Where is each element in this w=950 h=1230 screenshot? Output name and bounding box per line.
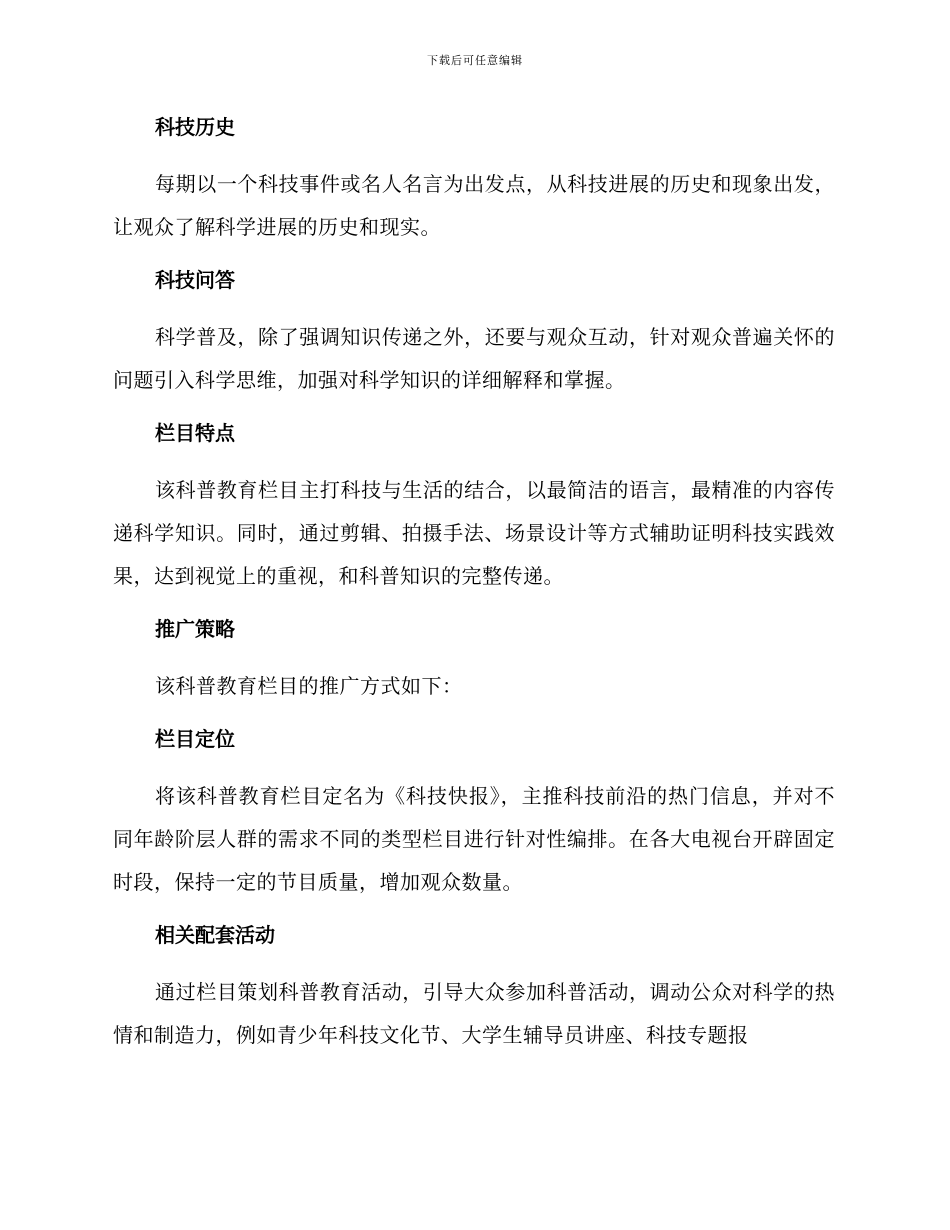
section-paragraph: 每期以一个科技事件或名人名言为出发点，从科技进展的历史和现象出发，让观众了解科学进展的历史和现实。 bbox=[113, 172, 835, 239]
section-program-features bbox=[113, 414, 835, 598]
section-paragraph: 科学普及，除了强调知识传递之外，还要与观众互动，针对观众普遍关怀的问题引入科学思维，加强对科学知识的详细解释和掌握。 bbox=[113, 325, 835, 392]
section-heading: 相关配套活动 bbox=[155, 923, 275, 947]
section-heading: 栏目特点 bbox=[155, 421, 235, 445]
section-promotion-strategy bbox=[113, 610, 835, 708]
section-heading: 推广策略 bbox=[155, 617, 235, 641]
section-heading: 栏目定位 bbox=[155, 727, 235, 751]
section-program-positioning bbox=[113, 720, 835, 904]
section-science-history bbox=[113, 108, 835, 249]
section-paragraph: 将该科普教育栏目定名为《科技快报》，主推科技前沿的热门信息，并对不同年龄阶层人群的需求不同的类型栏目进行针对性编排。在各大电视台开辟固定时段，保持一定的节目质量，增加观众数量。 bbox=[113, 784, 835, 894]
section-heading: 科技历史 bbox=[155, 115, 235, 139]
section-paragraph: 该科普教育栏目主打科技与生活的结合，以最简洁的语言，最精准的内容传递科学知识。同时，通过剪辑、拍摄手法、场景设计等方式辅助证明科技实践效果，达到视觉上的重视，和科普知识的完整传递。 bbox=[113, 478, 835, 588]
section-paragraph: 该科普教育栏目的推广方式如下： bbox=[155, 674, 463, 698]
page-header-note: 下载后可任意编辑 bbox=[427, 54, 523, 67]
section-heading: 科技问答 bbox=[155, 268, 235, 292]
section-paragraph: 通过栏目策划科普教育活动，引导大众参加科普活动，调动公众对科学的热情和制造力，例如青少年科技文化节、大学生辅导员讲座、科技专题报 bbox=[113, 980, 835, 1047]
section-related-activities bbox=[113, 916, 835, 1057]
section-science-qa bbox=[113, 261, 835, 402]
document-body bbox=[113, 108, 835, 1057]
